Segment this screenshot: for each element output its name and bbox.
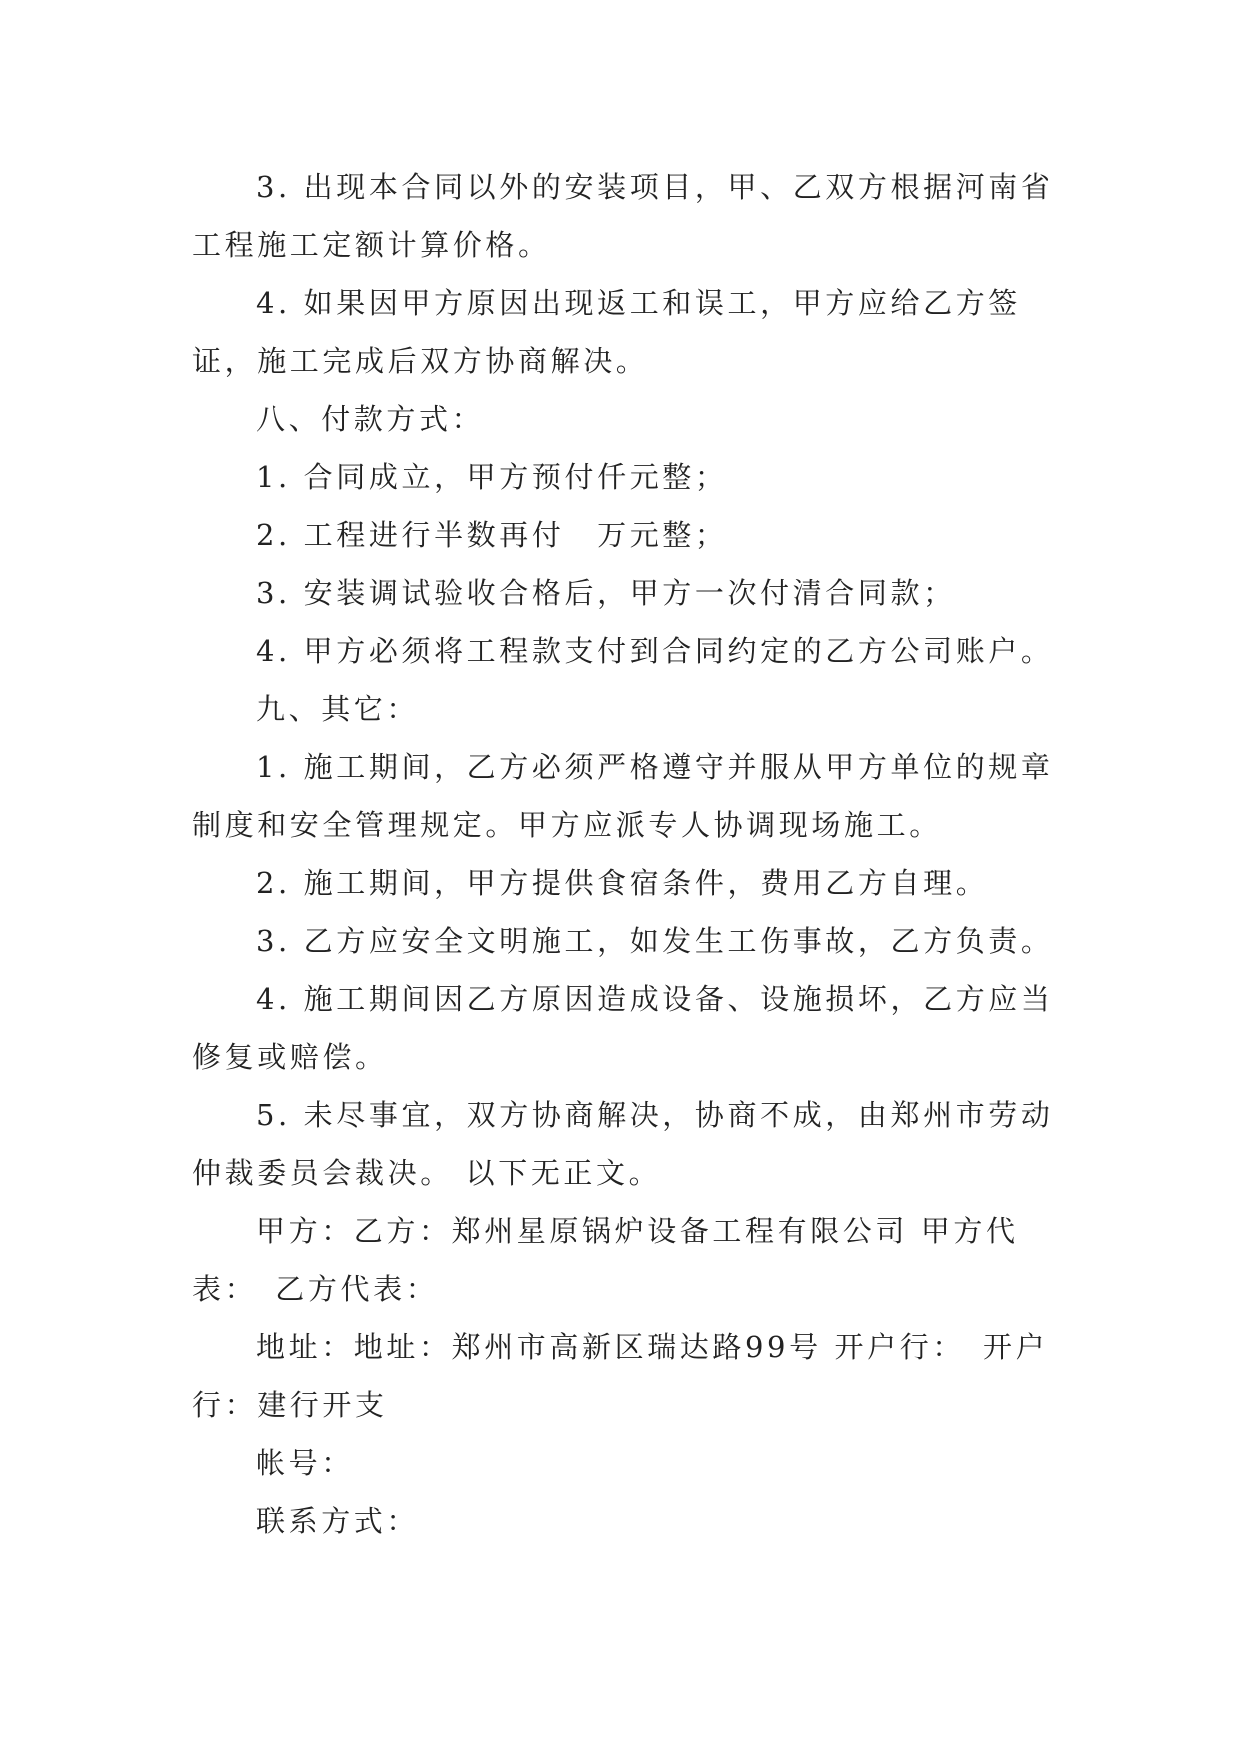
party-signature-line: 甲方：乙方：郑州星原锅炉设备工程有限公司 甲方代表： 乙方代表：	[192, 1214, 1019, 1306]
account-number-line: 帐号：	[256, 1446, 354, 1480]
contact-line: 联系方式：	[256, 1504, 420, 1538]
clause-8-2: 2. 工程进行半数再付 万元整；	[256, 518, 728, 552]
clause-9-4: 4. 施工期间因乙方原因造成设备、设施损坏，乙方应当修复或赔偿。	[192, 982, 1054, 1074]
section-9-heading: 九、其它：	[256, 692, 420, 726]
clause-8-1: 1. 合同成立，甲方预付仟元整；	[256, 460, 728, 494]
clause-9-3: 3. 乙方应安全文明施工，如发生工伤事故，乙方负责。	[256, 924, 1054, 958]
clause-7-4: 4. 如果因甲方原因出现返工和误工，甲方应给乙方签证，施工完成后双方协商解决。	[192, 286, 1021, 378]
document-body	[192, 158, 1054, 1550]
clause-8-3: 3. 安装调试验收合格后，甲方一次付清合同款；	[256, 576, 956, 610]
section-8-heading: 八、付款方式：	[256, 402, 485, 436]
clause-9-1: 1. 施工期间，乙方必须严格遵守并服从甲方单位的规章制度和安全管理规定。甲方应派专人协调现场施工。	[192, 750, 1054, 842]
address-bank-line: 地址：地址：郑州市高新区瑞达路99号 开户行： 开户行：建行开支	[192, 1330, 1049, 1422]
clause-9-5: 5. 未尽事宜，双方协商解决，协商不成，由郑州市劳动仲裁委员会裁决。 以下无正文。	[192, 1098, 1054, 1190]
clause-8-4: 4. 甲方必须将工程款支付到合同约定的乙方公司账户。	[256, 634, 1054, 668]
clause-9-2: 2. 施工期间，甲方提供食宿条件，费用乙方自理。	[256, 866, 989, 900]
clause-7-3: 3. 出现本合同以外的安装项目，甲、乙双方根据河南省工程施工定额计算价格。	[192, 170, 1054, 262]
